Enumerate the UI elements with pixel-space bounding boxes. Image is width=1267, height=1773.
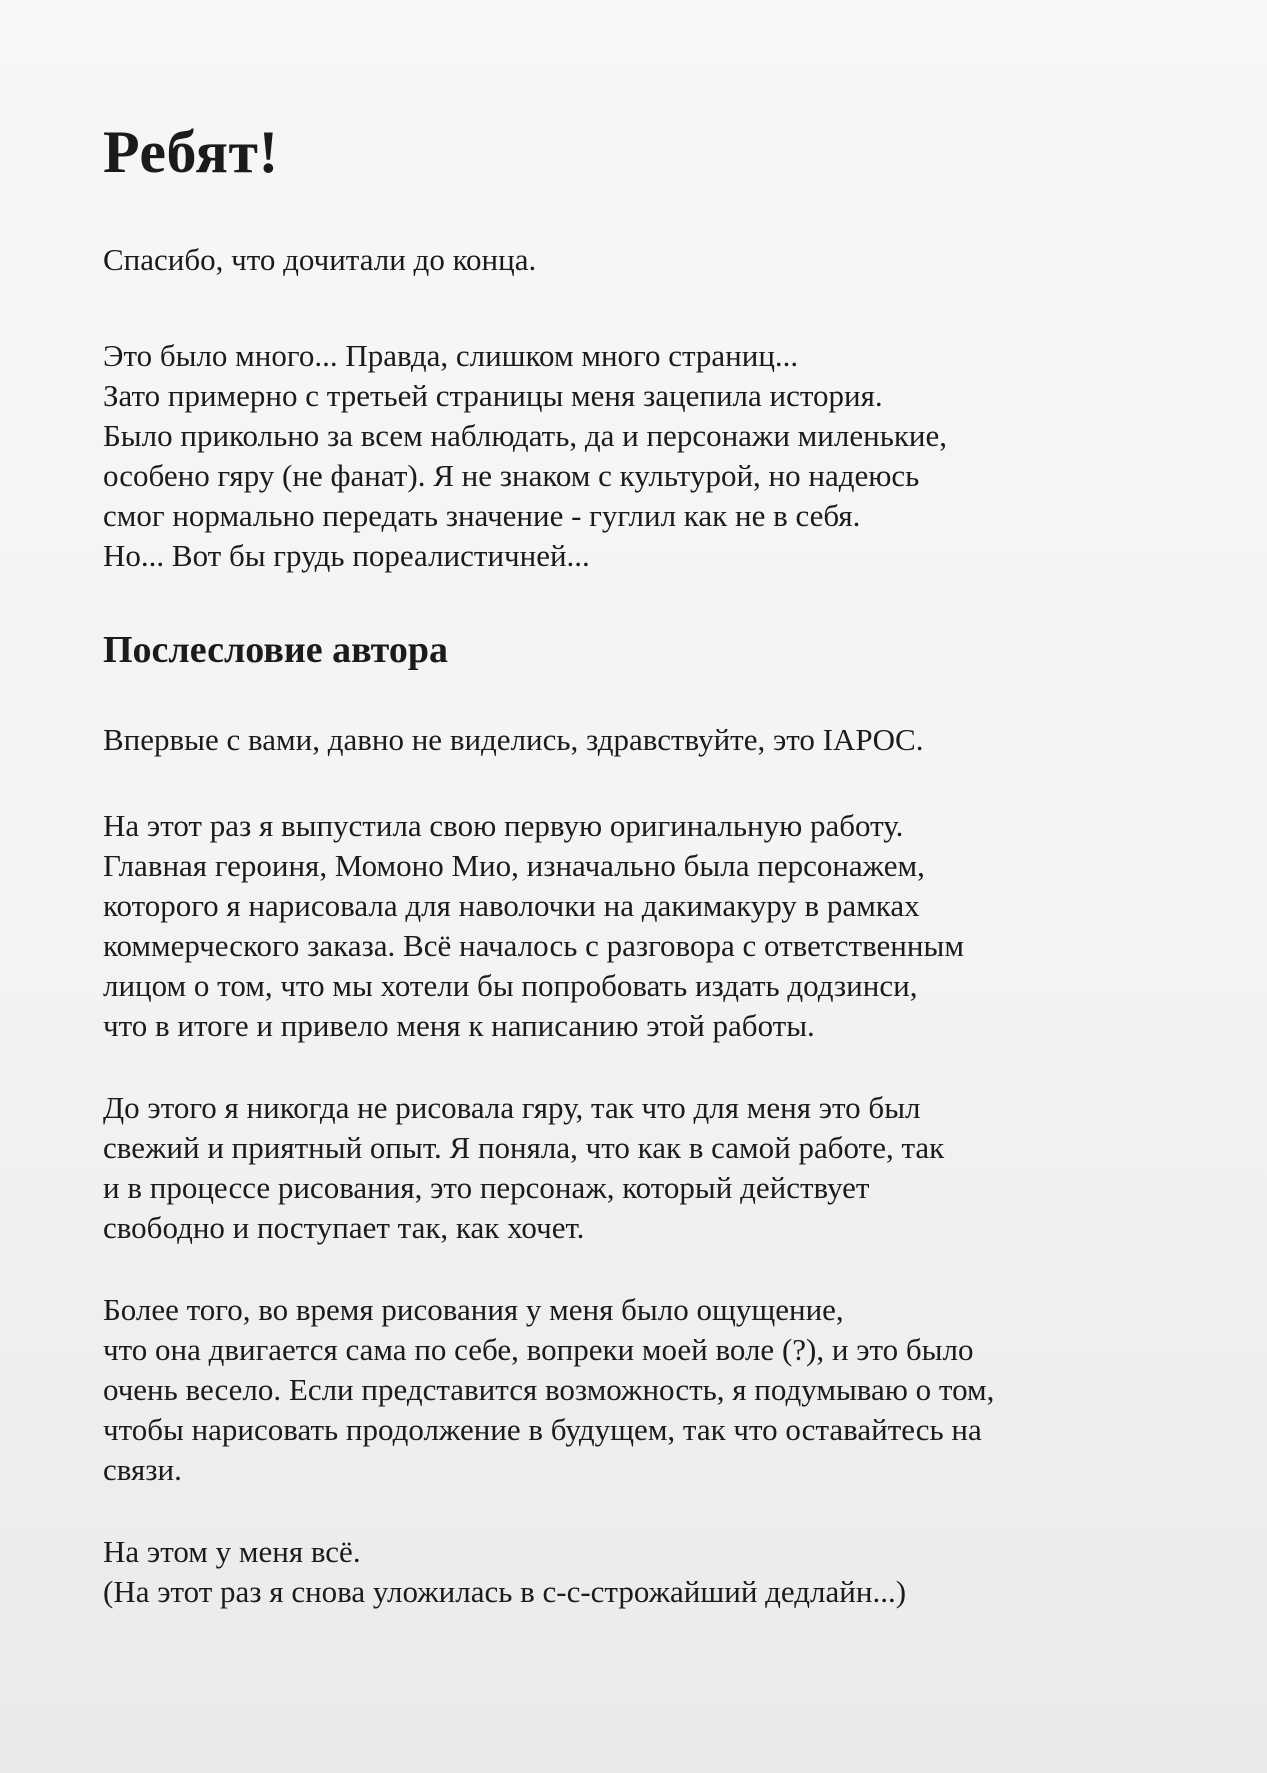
page-title: Ребят! <box>103 119 279 185</box>
afterword-paragraph-3 <box>103 1290 1207 1490</box>
afterword-paragraph-1 <box>103 806 1207 1046</box>
text-line: которого я нарисовала для наволочки на дакимакуру в рамках <box>103 887 920 923</box>
text-line: Главная героиня, Момоно Мио, изначально была персонажем, <box>103 847 925 883</box>
text-line: что в итоге и привело меня к написанию этой работы. <box>103 1007 815 1043</box>
text-line: очень весело. Если представится возможность, я подумываю о том, <box>103 1371 995 1407</box>
text-line: и в процессе рисования, это персонаж, который действует <box>103 1169 870 1205</box>
text-line: Это было много... Правда, слишком много страниц... <box>103 338 799 373</box>
text-line: особено гяру (не фанат). Я не знаком с культурой, но надеюсь <box>103 458 920 493</box>
text-line: (На этот раз я снова уложилась в с-с-строжайший дедлайн...) <box>103 1573 907 1609</box>
greeting-line: Впервые с вами, давно не виделись, здравствуйте, это IAPOC. <box>103 721 924 757</box>
text-line: Более того, во время рисования у меня было ощущение, <box>103 1291 844 1327</box>
reader-note-paragraph <box>103 336 1207 576</box>
afterword-heading: Послесловие автора <box>103 629 448 671</box>
text-line: На этот раз я выпустила свою первую оригинальную работу. <box>103 807 904 843</box>
text-line: Было прикольно за всем наблюдать, да и персонажи миленькие, <box>103 418 948 453</box>
text-line: лицом о том, что мы хотели бы попробовать издать додзинси, <box>103 967 918 1003</box>
text-line: связи. <box>103 1451 182 1487</box>
text-line: коммерческого заказа. Всё началось с разговора с ответственным <box>103 927 964 963</box>
text-line: чтобы нарисовать продолжение в будущем, так что оставайтесь на <box>103 1411 982 1447</box>
text-line: свежий и приятный опыт. Я поняла, что как в самой работе, так <box>103 1129 945 1165</box>
thanks-line: Спасибо, что дочитали до конца. <box>103 242 537 277</box>
text-line: свободно и поступает так, как хочет. <box>103 1209 585 1245</box>
text-line: На этом у меня всё. <box>103 1533 361 1569</box>
afterword-paragraph-2 <box>103 1088 1207 1248</box>
text-line: Зато примерно с третьей страницы меня зацепила история. <box>103 378 883 413</box>
text-line: До этого я никогда не рисовала гяру, так что для меня это был <box>103 1089 921 1125</box>
text-line: смог нормально передать значение - гуглил как не в себя. <box>103 498 861 533</box>
closing-paragraph <box>103 1532 1207 1612</box>
text-line: Но... Вот бы грудь пореалистичней... <box>103 538 590 573</box>
text-line: что она двигается сама по себе, вопреки моей воле (?), и это было <box>103 1331 974 1367</box>
